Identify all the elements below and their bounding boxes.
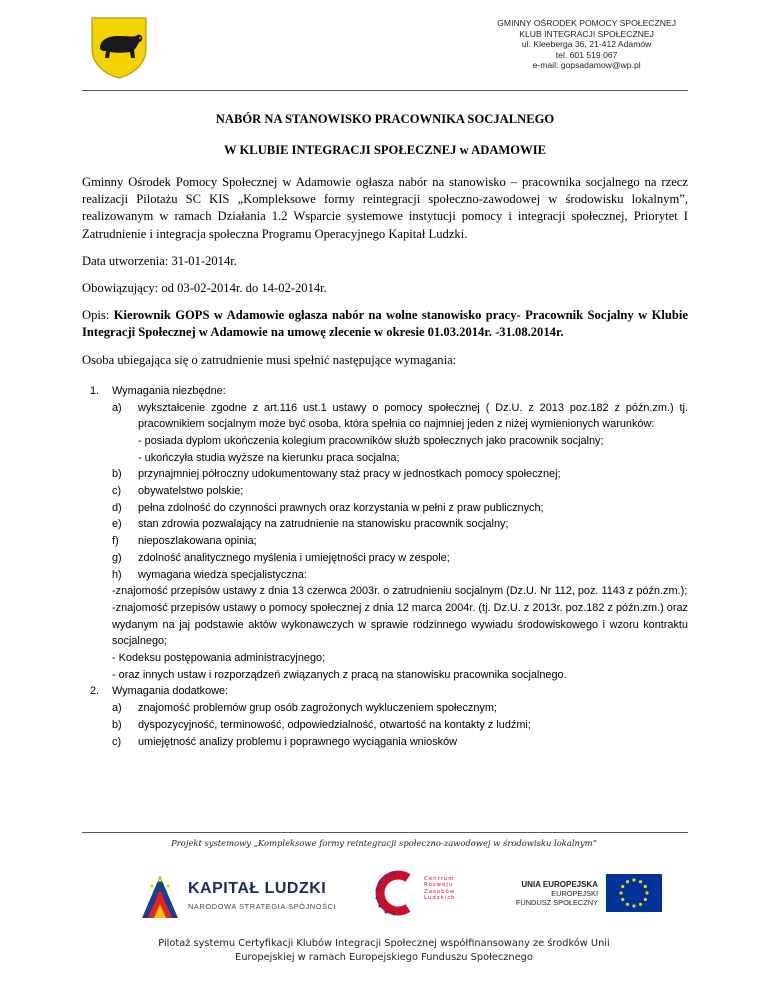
org-address: ul. Kleeberga 36, 21-412 Adamów — [521, 39, 652, 50]
item-letter: e) — [112, 518, 122, 531]
item-letter: a) — [112, 702, 122, 715]
crzl-logo — [372, 868, 482, 918]
item-text: pełna zdolność do czynności prawnych oraz korzystania w pełni z praw publicznych; — [138, 501, 544, 514]
footer-note-line: Pilotaż systemu Certyfikacji Klubów Integracji Społecznej współfinansowany ze środków Unii — [158, 938, 610, 949]
document-body — [82, 112, 688, 750]
crzl-line: Zasobów — [424, 888, 456, 895]
list-item — [112, 516, 688, 533]
item-letter: c) — [112, 485, 122, 498]
description-label: Opis: — [82, 308, 114, 323]
requirements-list — [82, 383, 688, 750]
intro-paragraph: Gminny Ośrodek Pomocy Społecznej w Adamowie ogłasza nabór na stanowisko – pracownika socjalnego na rzecz realizacji Pilotażu SC KIS „Kompleksowe formy reintegracji społeczno-zawodowej w środowisku lokalnym”, realizowanym w ramach Działania 1.2 Wsparcie systemowe instytucji pomocy i integracji społecznej, Priorytet I Zatrudnienie i integracja społeczna Programu Operacyjnego Kapitał Ludzki. — [82, 175, 688, 241]
section-number: 2. — [90, 685, 100, 698]
footer-divider — [82, 832, 688, 833]
kl-subtitle: NARODOWA STRATEGIA SPÓJNOŚCI — [188, 902, 337, 911]
crzl-line: Rozwoju — [424, 882, 454, 889]
club-name: KLUB INTEGRACJI SPOŁECZNEJ — [519, 28, 654, 39]
valid-dates: Obowiązujący: od 03-02-2014r. do 14-02-2014r. — [82, 281, 327, 296]
list-item — [112, 483, 688, 500]
item-subline: - ukończyła studia wyższe na kierunku praca socjalna; — [138, 451, 400, 464]
list-item — [112, 466, 688, 483]
section-title: Wymagania dodatkowe: — [112, 685, 229, 698]
item-text: wykształcenie zgodne z art.116 ust.1 ustawy o pomocy społecznej ( Dz.U. z 2013 poz.182 z późn.zm.) tj. pracownikiem socjalnym może być osoba, która spełnia co najmniej jeden z niżej wymienionych warunków: — [138, 401, 688, 431]
list-item — [112, 567, 688, 584]
item-letter: c) — [112, 735, 122, 748]
list-item — [112, 500, 688, 517]
list-item — [112, 717, 688, 734]
org-phone: tel. 601 519 067 — [555, 49, 618, 60]
item-text: dyspozycyjność, terminowość, odpowiedzialność, otwartość na kontakty z ludźmi; — [138, 718, 531, 731]
item-letter: h) — [112, 568, 122, 581]
created-date: Data utworzenia: 31-01-2014r. — [82, 253, 237, 268]
eu-line: FUNDUSZ SPOŁECZNY — [515, 898, 598, 907]
item-letter: b) — [112, 468, 122, 481]
knowledge-line: - Kodeksu postępowania administracyjnego; — [112, 652, 326, 665]
crzl-line: Ludzkich — [424, 895, 456, 902]
org-email: e-mail: gopsadamow@wp.pl — [532, 60, 641, 71]
kapital-ludzki-emblem-icon — [138, 872, 184, 922]
footer-funding-note — [0, 937, 768, 965]
item-text: obywatelstwo polskie; — [138, 485, 244, 498]
footer-project-line: Projekt systemowy „Kompleksowe formy reintegracji społeczno-zawodowej w środowisku lokalnym” — [171, 838, 597, 848]
item-text: nieposzlakowana opinia; — [138, 535, 257, 548]
eu-line: EUROPEJSKI — [551, 889, 598, 898]
crzl-emblem-icon — [372, 868, 422, 918]
footer-note-line: Europejskiej w ramach Europejskiego Funduszu Społecznego — [235, 952, 533, 963]
item-text: stan zdrowia pozwalający na zatrudnienie na stanowisku pracownik socjalny; — [138, 518, 509, 531]
footer-logos — [0, 866, 768, 922]
eu-title: UNIA EUROPEJSKA — [521, 880, 598, 889]
document-subtitle: W KLUBIE INTEGRACJI SPOŁECZNEJ w ADAMOWIE — [223, 143, 546, 157]
org-name: GMINNY OŚRODEK POMOCY SPOŁECZNEJ — [497, 18, 676, 28]
item-subline: - posiada dyplom ukończenia kolegium pracowników służb społecznych jako pracownik socjalny; — [138, 434, 604, 447]
item-letter: a) — [112, 401, 122, 414]
bear-coat-of-arms-icon — [88, 14, 150, 80]
document-title: NABÓR NA STANOWISKO PRACOWNIKA SOCJALNEGO — [215, 112, 555, 126]
item-letter: g) — [112, 551, 122, 564]
item-letter: b) — [112, 718, 122, 731]
eu-label — [496, 880, 598, 907]
crzl-name — [424, 876, 456, 902]
section-title: Wymagania niezbędne: — [112, 384, 226, 397]
item-text: umiejętność analizy problemu i poprawnego wyciągania wniosków — [138, 735, 458, 748]
item-letter: d) — [112, 501, 122, 514]
list-item — [112, 400, 688, 467]
crzl-line: Centrum — [424, 876, 455, 882]
knowledge-line: - oraz innych ustaw i rozporządzeń związanych z pracą na stanowisku pracownika socjalnego. — [112, 668, 567, 681]
description-paragraph — [82, 307, 688, 341]
list-item — [112, 734, 688, 751]
item-text: zdolność analitycznego myślenia i umiejętności pracy w zespole; — [138, 551, 450, 564]
kl-title: KAPITAŁ LUDZKI — [188, 880, 327, 897]
organization-header — [497, 18, 676, 71]
section-number: 1. — [90, 384, 100, 397]
item-text: wymagana wiedza specjalistyczna: — [138, 568, 307, 581]
requirements-intro: Osoba ubiegająca się o zatrudnienie musi spełnić następujące wymagania: — [82, 352, 457, 367]
list-item — [112, 700, 688, 717]
eu-flag-icon — [606, 874, 662, 912]
knowledge-line: -znajomość przepisów ustawy z dnia 13 czerwca 2003r. o zatrudnieniu socjalnym (Dz.U. Nr 112, poz. 1143 z późn.zm.); — [112, 585, 688, 598]
list-item — [112, 533, 688, 550]
requirements-section-essential — [82, 383, 688, 684]
requirements-section-additional — [82, 683, 688, 750]
list-item — [112, 550, 688, 567]
item-letter: f) — [112, 535, 119, 548]
item-text: znajomość problemów grup osób zagrożonych wykluczeniem społecznym; — [138, 702, 497, 715]
header-divider — [82, 90, 688, 91]
description-text: Kierownik GOPS w Adamowie ogłasza nabór na wolne stanowisko pracy- Pracownik Socjalny w Klubie Integracji Społecznej w Adamowie na umowę zlecenie w okresie 01.03.2014r. -31.08.2014r. — [82, 308, 688, 340]
item-text: przynajmniej półroczny udokumentowany staż pracy w jednostkach pomocy społecznej; — [138, 468, 561, 481]
kapital-ludzki-logo — [138, 872, 338, 922]
knowledge-line: -znajomość przepisów ustawy o pomocy społecznej z dnia 12 marca 2004r. (tj. Dz.U. z 2013r. poz.182 z późn.zm.) oraz wydanym na jaj podstawie aktów wykonawczych w sprawie rodzinnego wywiadu środowiskowego i wzoru kontraktu socjalnego; — [112, 601, 688, 648]
